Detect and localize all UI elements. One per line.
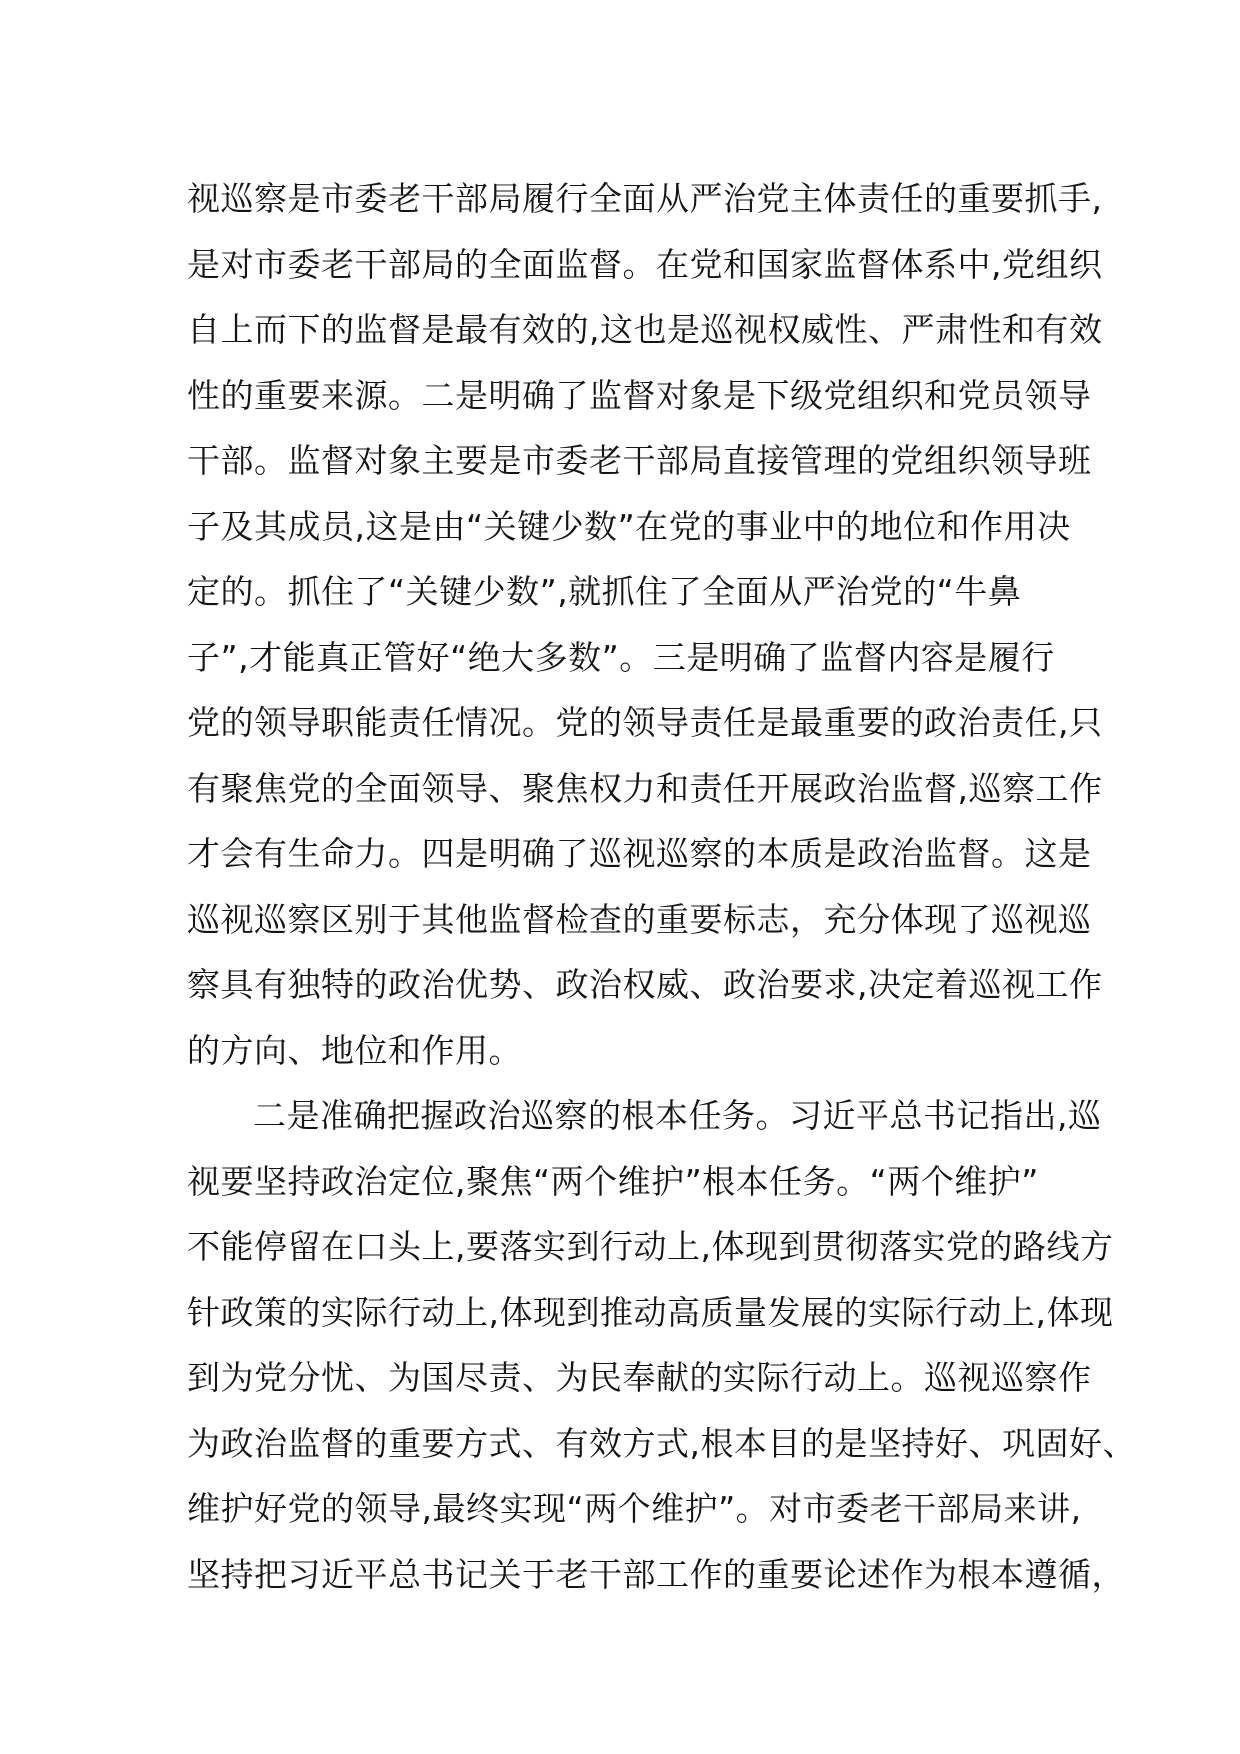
text-line: 为政治监督的重要方式、有效方式,根本目的是坚持好、巩固好、 [187,1423,1136,1463]
paragraph-start-line: 二是准确把握政治巡察的根本任务。习近平总书记指出,巡 [253,1096,1102,1135]
text-line: 视巡察是市委老干部局履行全面从严治党主体责任的重要抓手, [187,179,1103,218]
text-line: 到为党分忧、为国尽责、为民奉献的实际行动上。巡视巡察作 [187,1358,1092,1397]
text-line: 才会有生命力。四是明确了巡视巡察的本质是政治监督。这是 [187,834,1092,873]
text-line: 的方向、地位和作用。 [187,1030,522,1070]
body-text [187,166,1136,1607]
text-line: 子及其成员,这是由“关键少数”在党的事业中的地位和作用决 [187,506,1071,546]
text-line: 党的领导职能责任情况。党的领导责任是最重要的政治责任,只 [187,703,1103,742]
text-line: 坚持把习近平总书记关于老干部工作的重要论述作为根本遵循， [187,1554,1125,1594]
text-line: 定的。抓住了“关键少数”,就抓住了全面从严治党的“牛鼻 [187,572,1022,611]
text-line: 不能停留在口头上,要落实到行动上,体现到贯彻落实党的路线方 [187,1227,1114,1266]
text-line: 针政策的实际行动上,体现到推动高质量发展的实际行动上,体现 [187,1292,1114,1332]
text-line: 性的重要来源。二是明确了监督对象是下级党组织和党员领导 [187,375,1092,415]
text-line: 自上而下的监督是最有效的,这也是巡视权威性、严肃性和有效 [187,310,1103,349]
text-line: 子”,才能真正管好“绝大多数”。三是明确了监督内容是履行 [187,637,1055,677]
text-line: 视要坚持政治定位,聚焦“两个维护”根本任务。“两个维护” [187,1161,1039,1201]
text-line: 有聚焦党的全面领导、聚焦权力和责任开展政治监督,巡察工作 [187,768,1103,808]
text-line: 巡视巡察区别于其他监督检查的重要标志，充分体现了巡视巡 [187,899,1092,939]
text-line: 干部。监督对象主要是市委老干部局直接管理的党组织领导班 [187,441,1092,480]
text-line: 察具有独特的政治优势、政治权威、政治要求,决定着巡视工作 [187,965,1103,1004]
text-line: 是对市委老干部局的全面监督。在党和国家监督体系中,党组织 [187,244,1103,284]
text-line: 维护好党的领导,最终实现“两个维护”。对市委老干部局来讲, [187,1489,1082,1528]
